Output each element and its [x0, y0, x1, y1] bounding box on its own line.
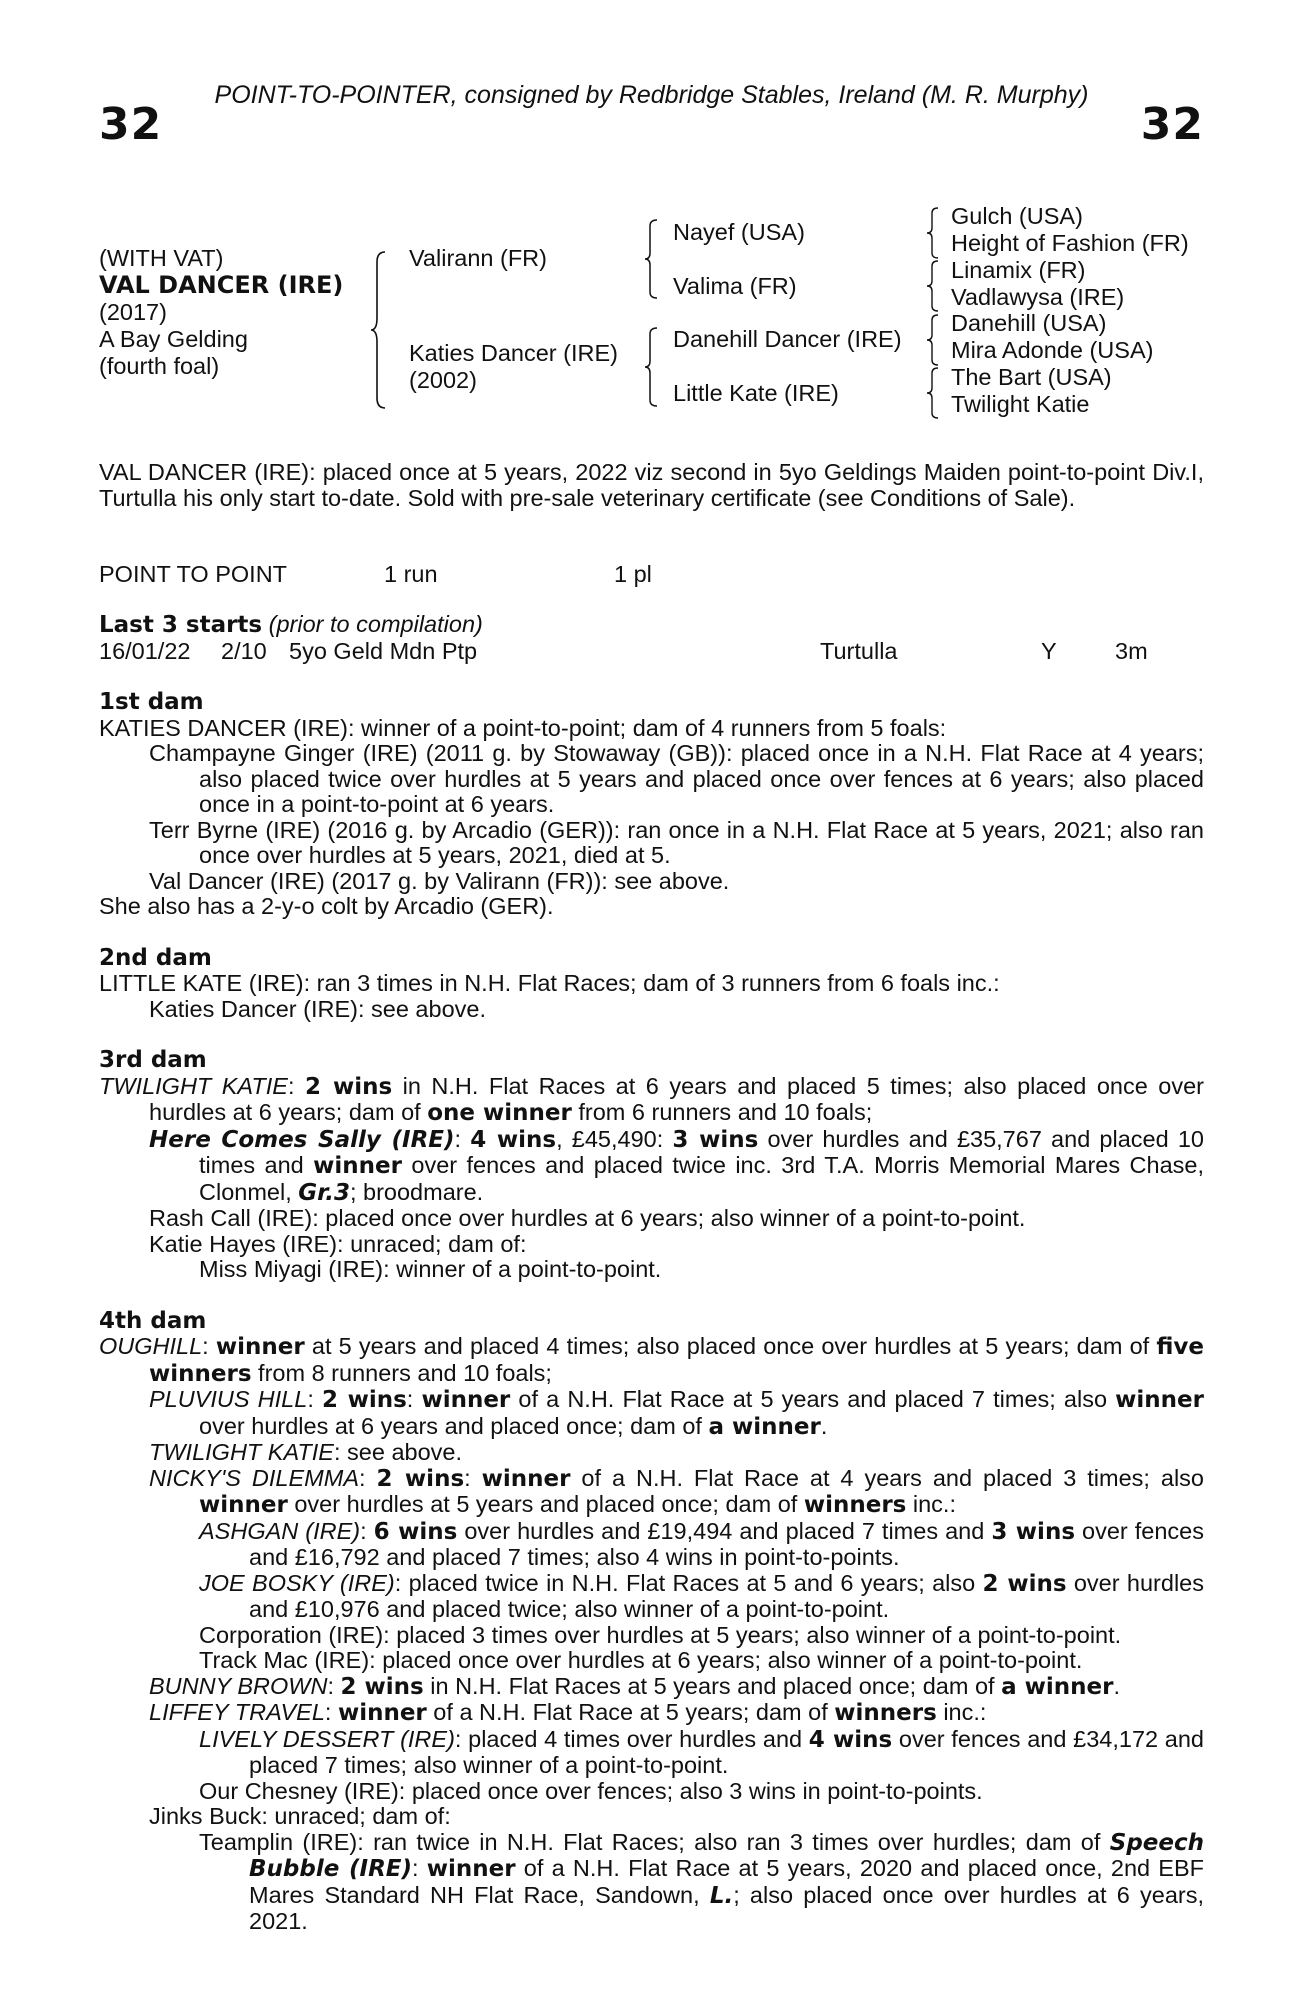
dam-sire: Danehill Dancer (IRE): [673, 326, 902, 352]
nickys-dilemma-entry: NICKY'S DILEMMA: 2 wins: winner of a N.H. Flat Race at 4 years and placed 3 times; also winner over hurdles at 5 years and placed once; dam of winners inc.:: [149, 1464, 1204, 1518]
first-dam-heading: 1st dam: [99, 689, 204, 715]
consignor-header: POINT-TO-POINTER, consigned by Redbridge Stables, Ireland (M. R. Murphy): [214, 81, 1089, 109]
fourth-dam-intro: OUGHILL: winner at 5 years and placed 4 times; also placed once over hurdles at 5 years; dam of five winners from 8 runners and 10 foals;: [99, 1333, 1204, 1387]
ss-dam: Height of Fashion (FR): [951, 230, 1189, 256]
here-comes-sally-entry: Here Comes Sally (IRE): 4 wins, £45,490: 3 wins over hurdles and £35,767 and placed 10 times and winner over fences and placed twice inc. 3rd T.A. Morris Memorial Mares Chase, Clonmel, Gr.3; broodmare.: [149, 1125, 1204, 1206]
second-dam-intro: LITTLE KATE (IRE): ran 3 times in N.H. Flat Races; dam of 3 runners from 6 foals inc.:: [99, 970, 1000, 996]
our-chesney-entry: Our Chesney (IRE): placed once over fences; also 3 wins in point-to-points.: [199, 1777, 983, 1804]
jinks-buck-entry: Jinks Buck: unraced; dam of:: [149, 1803, 451, 1829]
horse-year: (2017): [99, 299, 167, 325]
record-placed: 1 pl: [614, 561, 652, 587]
start-going: Y: [1041, 638, 1057, 664]
pedigree-brace-dd: [925, 366, 941, 420]
start-race: 5yo Geld Mdn Ptp: [289, 638, 478, 664]
miss-miyagi-entry: Miss Miyagi (IRE): winner of a point-to-point.: [199, 1256, 662, 1282]
second-dam-heading: 2nd dam: [99, 944, 212, 971]
pedigree-brace-main: [369, 250, 393, 410]
first-dam-produce-2: Terr Byrne (IRE) (2016 g. by Arcadio (GER)): ran once in a N.H. Flat Race at 5 years, 2021; also ran once over hurdles at 5 years, 2021, died at 5.: [149, 816, 1204, 868]
pedigree-brace-sd: [925, 259, 941, 313]
sd-sire: Linamix (FR): [951, 257, 1086, 283]
joe-bosky-entry: JOE BOSKY (IRE): placed twice in N.H. Flat Races at 5 and 6 years; also 2 wins over hurdles and £10,976 and placed twice; also winner of a point-to-point.: [199, 1569, 1204, 1622]
pedigree-brace-sire: [643, 218, 661, 300]
pluvius-hill-entry: PLUVIUS HILL: 2 wins: winner of a N.H. Flat Race at 5 years and placed 7 times; also winner over hurdles at 6 years and placed once; dam of a winner.: [149, 1386, 1204, 1440]
dam-lineage: [99, 664, 1204, 1935]
start-distance: 3m: [1115, 638, 1148, 664]
twilight-katie-entry: TWILIGHT KATIE: see above.: [149, 1439, 463, 1465]
rash-call-entry: Rash Call (IRE): placed once over hurdles at 6 years; also winner of a point-to-point.: [149, 1205, 1026, 1231]
horse-summary: VAL DANCER (IRE): placed once at 5 years, 2022 viz second in 5yo Geldings Maiden point-to-point Div.I, Turtulla his only start to-date. Sold with pre-sale veterinary certificate (see Conditions of Sale).: [99, 459, 1204, 511]
horse-description: A Bay Gelding: [99, 326, 248, 352]
dam-name: Katies Dancer (IRE): [409, 340, 618, 366]
third-dam-intro: TWILIGHT KATIE: 2 wins in N.H. Flat Races at 6 years and placed 5 times; also placed once over hurdles at 6 years; dam of one winner from 6 runners and 10 foals;: [99, 1072, 1204, 1126]
second-dam-produce-1: Katies Dancer (IRE): see above.: [149, 995, 486, 1022]
first-dam-produce-3: Val Dancer (IRE) (2017 g. by Valirann (FR)): see above.: [149, 867, 730, 894]
katie-hayes-entry: Katie Hayes (IRE): unraced; dam of:: [149, 1230, 527, 1257]
dd-sire: The Bart (USA): [951, 364, 1112, 390]
horse-name: VAL DANCER (IRE): [99, 271, 344, 299]
pedigree-brace-dam: [643, 326, 661, 408]
last-starts-heading: Last 3 starts (prior to compilation): [99, 611, 483, 638]
corporation-entry: Corporation (IRE): placed 3 times over hurdles at 5 years; also winner of a point-to-point.: [199, 1621, 1122, 1648]
sire-sire: Nayef (USA): [673, 219, 805, 245]
pedigree-brace-ds: [925, 313, 941, 367]
foal-note: (fourth foal): [99, 353, 220, 379]
ss-sire: Gulch (USA): [951, 203, 1083, 229]
first-dam-intro: KATIES DANCER (IRE): winner of a point-to-point; dam of 4 runners from 5 foals:: [99, 714, 947, 741]
record-label: POINT TO POINT: [99, 561, 288, 587]
record-runs: 1 run: [384, 561, 438, 587]
lot-number-left: 32: [99, 99, 163, 150]
ashgan-entry: ASHGAN (IRE): 6 wins over hurdles and £19,494 and placed 7 times and 3 wins over fences and £16,792 and placed 7 times; also 4 wins in point-to-points.: [199, 1517, 1204, 1570]
lively-dessert-entry: LIVELY DESSERT (IRE): placed 4 times over hurdles and 4 wins over fences and £34,172 and placed 7 times; also winner of a point-to-point.: [199, 1725, 1204, 1778]
sire-dam: Valima (FR): [673, 273, 797, 299]
ds-dam: Mira Adonde (USA): [951, 337, 1154, 363]
dam-dam: Little Kate (IRE): [673, 380, 839, 406]
dd-dam: Twilight Katie: [951, 391, 1090, 417]
fourth-dam-heading: 4th dam: [99, 1307, 207, 1334]
third-dam-heading: 3rd dam: [99, 1047, 207, 1073]
bunny-brown-entry: BUNNY BROWN: 2 wins in N.H. Flat Races at 5 years and placed once; dam of a winner.: [149, 1672, 1120, 1700]
sd-dam: Vadlawysa (IRE): [951, 284, 1125, 310]
lot-number-right: 32: [1140, 99, 1204, 150]
start-position: 2/10: [221, 638, 267, 664]
vat-note: (WITH VAT): [99, 245, 224, 271]
sire-name: Valirann (FR): [409, 245, 547, 271]
track-mac-entry: Track Mac (IRE): placed once over hurdles at 6 years; also winner of a point-to-point.: [199, 1647, 1083, 1673]
start-course: Turtulla: [820, 638, 898, 664]
first-dam-note: She also has a 2-y-o colt by Arcadio (GER).: [99, 893, 554, 919]
teamplin-entry: Teamplin (IRE): ran twice in N.H. Flat Races; also ran 3 times over hurdles; dam of Speech Bubble (IRE): winner of a N.H. Flat Race at 5 years, 2020 and placed once, 2nd EBF Mares Standard NH Flat Race, Sandown, L.; also placed once over hurdles at 6 years, 2021.: [199, 1828, 1205, 1934]
pedigree-brace-ss: [925, 206, 941, 260]
first-dam-produce-1: Champayne Ginger (IRE) (2011 g. by Stowaway (GB)): placed once in a N.H. Flat Race at 4 years; also placed twice over hurdles at 5 years and placed once over fences at 6 years; also placed once in a point-to-point at 6 years.: [149, 740, 1204, 817]
start-date: 16/01/22: [99, 638, 191, 664]
dam-year: (2002): [409, 367, 477, 393]
liffey-travel-entry: LIFFEY TRAVEL: winner of a N.H. Flat Race at 5 years; dam of winners inc.:: [149, 1699, 987, 1726]
ds-sire: Danehill (USA): [951, 310, 1107, 336]
